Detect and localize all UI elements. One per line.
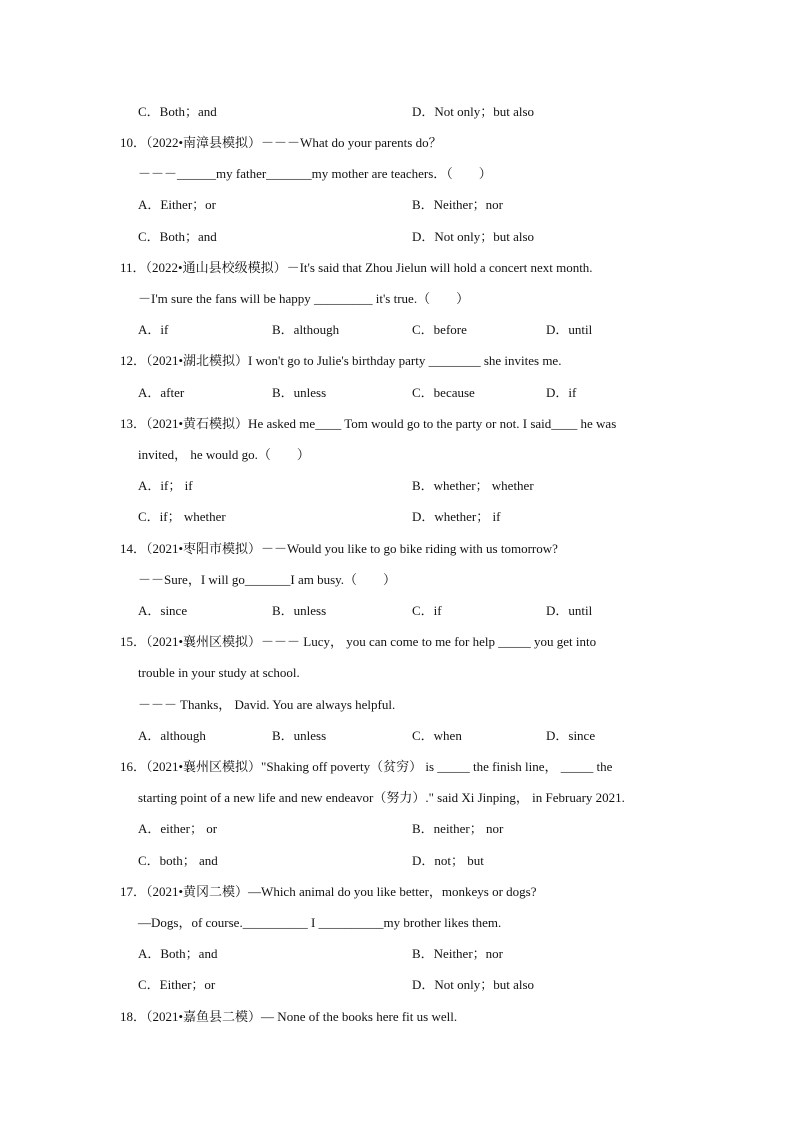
q11-option-a: A．if xyxy=(138,322,169,337)
q14-option-c: C．if xyxy=(412,603,442,618)
q12-option-d: D．if xyxy=(546,385,577,400)
q10-option-d: D．Not only；but also xyxy=(412,229,535,244)
q14-option-b: B．unless xyxy=(272,603,327,618)
q13-option-d: D．whether； if xyxy=(412,509,501,524)
q12-option-b: B．unless xyxy=(272,385,327,400)
q10-stem: 10．（2022•南漳县模拟）－－－What do your parents do？ xyxy=(120,135,442,150)
q10-option-b: B．Neither；nor xyxy=(412,197,503,212)
q9-option-d: D．Not only；but also xyxy=(412,104,535,119)
q16-option-b: B．neither； nor xyxy=(412,821,504,836)
q13-option-c: C．if； whether xyxy=(138,509,226,524)
q15-line2: trouble in your study at school. xyxy=(138,665,300,680)
q17-option-d: D．Not only；but also xyxy=(412,977,535,992)
q15-option-b: B．unless xyxy=(272,728,327,743)
q14-stem: 14．（2021•枣阳市模拟）－－Would you like to go bike riding with us tomorrow? xyxy=(120,541,558,556)
q11-stem: 11．（2022•通山县校级模拟）－It's said that Zhou Jielun will hold a concert next month. xyxy=(120,260,593,275)
q17-stem: 17．（2021•黄冈二模）—Which animal do you like better，monkeys or dogs? xyxy=(120,884,537,899)
q17-line2: —Dogs，of course.__________ I __________my brother likes them. xyxy=(138,915,502,930)
q15-option-c: C．when xyxy=(412,728,462,743)
q10-option-c: C．Both；and xyxy=(138,229,217,244)
q13-option-b: B．whether； whether xyxy=(412,478,534,493)
q18-stem: 18．（2021•嘉鱼县二模）— None of the books here fit us well. xyxy=(120,1009,458,1024)
q15-stem: 15．（2021•襄州区模拟）－－－ Lucy， you can come to me for help _____ you get into xyxy=(120,634,597,649)
q14-option-a: A．since xyxy=(138,603,188,618)
q16-option-c: C．both； and xyxy=(138,853,218,868)
q14-line2: －－Sure，I will go_______I am busy.（ ） xyxy=(138,572,397,587)
q17-option-b: B．Neither；nor xyxy=(412,946,503,961)
q16-line2: starting point of a new life and new endeavor（努力）." said Xi Jinping， in February 2021. xyxy=(138,790,625,805)
q13-stem: 13．（2021•黄石模拟）He asked me____ Tom would go to the party or not. I said____ he was xyxy=(120,416,617,431)
q14-option-d: D．until xyxy=(546,603,593,618)
q11-option-b: B．although xyxy=(272,322,340,337)
q11-option-d: D．until xyxy=(546,322,593,337)
q11-line2: －I'm sure the fans will be happy _________ it's true.（ ） xyxy=(138,291,470,306)
q16-stem: 16．（2021•襄州区模拟）"Shaking off poverty（贫穷） is _____ the finish line， _____ the xyxy=(120,759,613,774)
q12-option-a: A．after xyxy=(138,385,185,400)
q13-line2: invited， he would go.（ ） xyxy=(138,447,310,462)
q16-option-d: D．not； but xyxy=(412,853,484,868)
q16-option-a: A．either； or xyxy=(138,821,218,836)
q17-option-a: A．Both；and xyxy=(138,946,218,961)
q10-line2: －－－______my father_______my mother are teachers．（ ） xyxy=(138,166,492,181)
q15-option-a: A．although xyxy=(138,728,206,743)
q12-option-c: C．because xyxy=(412,385,475,400)
q13-option-a: A．if； if xyxy=(138,478,193,493)
q15-option-d: D．since xyxy=(546,728,596,743)
q15-line3: －－－ Thanks， David. You are always helpful. xyxy=(138,697,396,712)
q12-stem: 12．（2021•湖北模拟）I won't go to Julie's birthday party ________ she invites me. xyxy=(120,353,562,368)
q10-option-a: A．Either；or xyxy=(138,197,216,212)
q9-option-c: C．Both；and xyxy=(138,104,217,119)
q17-option-c: C．Either；or xyxy=(138,977,216,992)
q11-option-c: C．before xyxy=(412,322,467,337)
